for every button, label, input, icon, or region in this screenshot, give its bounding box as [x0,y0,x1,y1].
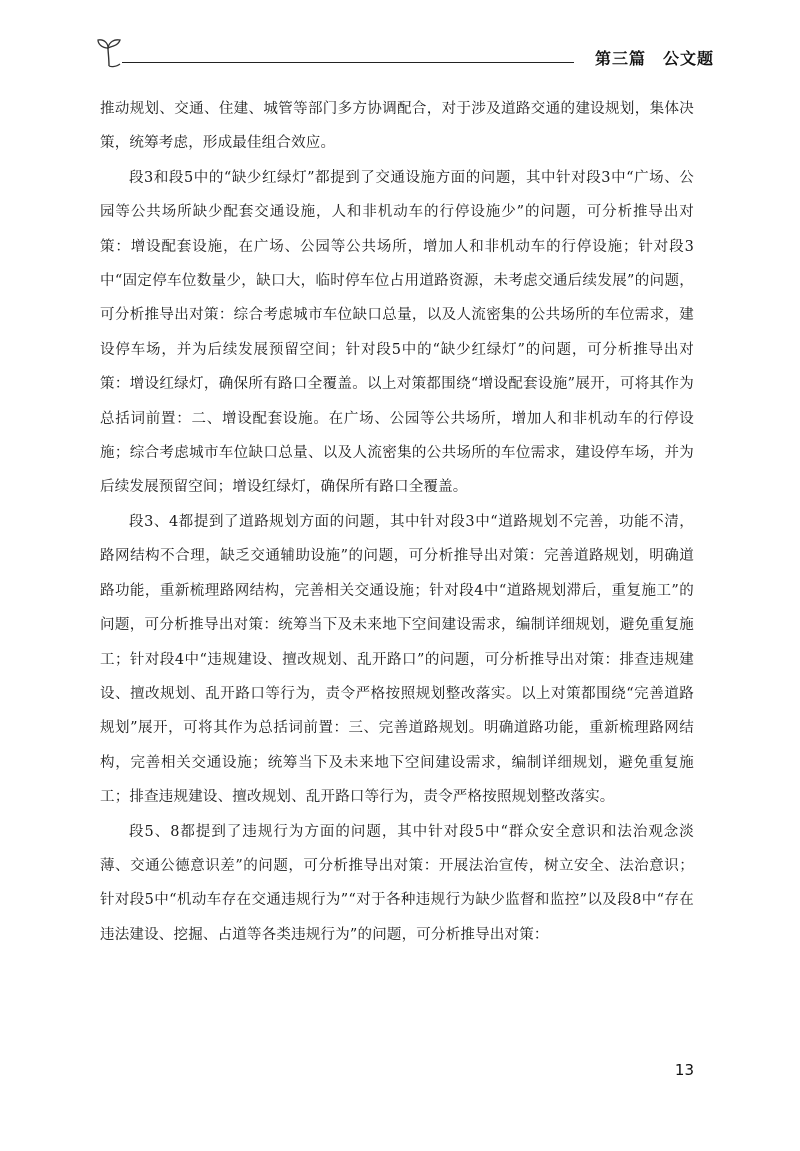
paragraph-4: 段5、8都提到了违规行为方面的问题，其中针对段5中“群众安全意识和法治观念淡薄、交通公德意识差”的问题，可分析推导出对策：开展法治宣传，树立安全、法治意识；针对段5中“机动车存在交通违规行为”“对于各种违规行为缺少监督和监控”以及段8中“存在违法建设、挖掘、占道等各类违规行为”的问题，可分析推导出对策： [100,823,694,943]
running-header [86,26,714,70]
page-number: 13 [674,1061,694,1079]
paragraph-3: 段3、4都提到了道路规划方面的问题，其中针对段3中“道路规划不完善，功能不清，路网结构不合理，缺乏交通辅助设施”的问题，可分析推导出对策：完善道路规划，明确道路功能，重新梳理路网结构，完善相关交通设施；针对段4中“道路规划滞后，重复施工”的问题，可分析推导出对策：统筹当下及未来地下空间建设需求，编制详细规划，避免重复施工；针对段4中“违规建设、擅改规划、乱开路口”的问题，可分析推导出对策：排查违规建设、擅改规划、乱开路口等行为，责令严格按照规划整改落实。以上对策都围绕“完善道路规划”展开，可将其作为总括词前置：三、完善道路规划。明确道路功能，重新梳理路网结构，完善相关交通设施；统筹当下及未来地下空间建设需求，编制详细规划，避免重复施工；排查违规建设、擅改规划、乱开路口等行为，责令严格按照规划整改落实。 [100,513,694,806]
header-title: 第三篇 公文题 [594,49,714,68]
sprout-icon [96,34,122,68]
body-text [100,92,694,952]
paragraph-1: 推动规划、交通、住建、城管等部门多方协调配合，对于涉及道路交通的建设规划，集体决策，统筹考虑，形成最佳组合效应。 [100,101,694,152]
paragraph-2: 段3和段5中的“缺少红绿灯”都提到了交通设施方面的问题，其中针对段3中“广场、公园等公共场所缺少配套交通设施，人和非机动车的行停设施少”的问题，可分析推导出对策：增设配套设施，在广场、公园等公共场所，增加人和非机动车的行停设施；针对段3中“固定停车位数量少，缺口大，临时停车位占用道路资源，未考虑交通后续发展”的问题，可分析推导出对策：综合考虑城市车位缺口总量，以及人流密集的公共场所的车位需求，建设停车场，并为后续发展预留空间；针对段5中的“缺少红绿灯”的问题，可分析推导出对策：增设红绿灯，确保所有路口全覆盖。以上对策都围绕“增设配套设施”展开，可将其作为总括词前置：二、增设配套设施。在广场、公园等公共场所，增加人和非机动车的行停设施；综合考虑城市车位缺口总量、以及人流密集的公共场所的车位需求，建设停车场，并为后续发展预留空间；增设红绿灯，确保所有路口全覆盖。 [100,169,694,496]
header-rule [122,62,574,63]
